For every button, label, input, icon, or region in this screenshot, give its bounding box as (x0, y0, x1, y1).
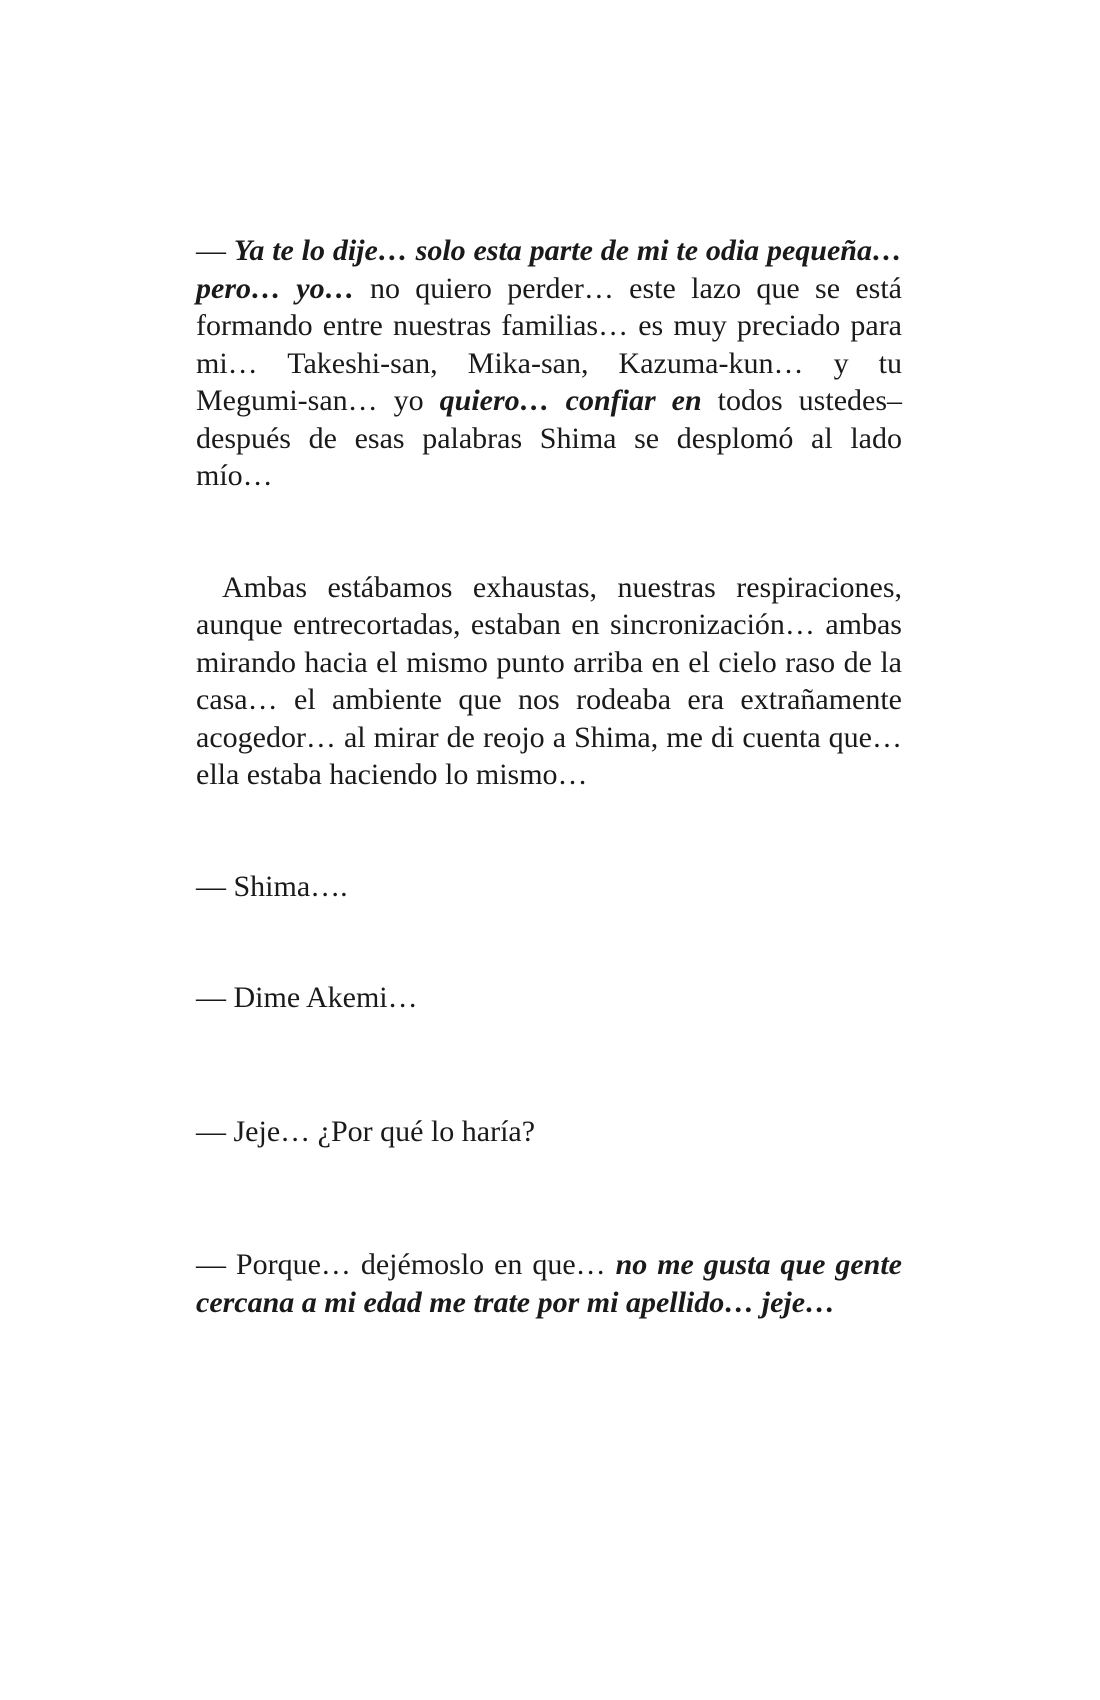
paragraph-dialogue-shima-reply (196, 1246, 902, 1321)
body-text: — Dime Akemi… (196, 981, 418, 1014)
paragraph-dialogue-shima-confession (196, 232, 902, 495)
paragraph-dialogue-shima (196, 979, 902, 1017)
dialogue-dash: — (196, 234, 234, 267)
paragraph-narration (196, 569, 902, 794)
paragraph-dialogue-akemi (196, 868, 902, 906)
body-text: Ambas estábamos exhaustas, nuestras respiraciones, aunque entrecortadas, estaban en sincronización… ambas mirando hacia el mismo punto arriba en el cielo raso de la casa… el ambiente que nos rodeaba era extrañamente acogedor… al mirar de reojo a Shima, me di cuenta que… ella estaba haciendo lo mismo… (196, 570, 902, 791)
paragraph-dialogue-akemi-question (196, 1113, 902, 1151)
body-text: todos ustedes– después de esas palabras Shima se desplomó al lado mío… (196, 384, 903, 492)
emphasis-text: no me gusta que gente cercana a mi edad me trate por mi apellido… jeje… (196, 1248, 902, 1319)
book-page (196, 232, 902, 1321)
emphasis-text: quiero… confiar en (439, 384, 702, 417)
body-text: — Jeje… ¿Por qué lo haría? (196, 1114, 536, 1148)
body-text: — Porque… dejémoslo en que… (196, 1248, 616, 1281)
body-text: no quiero perder… este lazo que se está formando entre nuestras familias… es muy preciado para mi… Takeshi-san, Mika-san, Kazuma-kun… y tu Megumi-san… yo (196, 271, 903, 417)
emphasis-text: Ya te lo dije… solo esta parte de mi te odia pequeña… pero… yo… (196, 234, 902, 305)
body-text: — Shima…. (196, 869, 348, 903)
